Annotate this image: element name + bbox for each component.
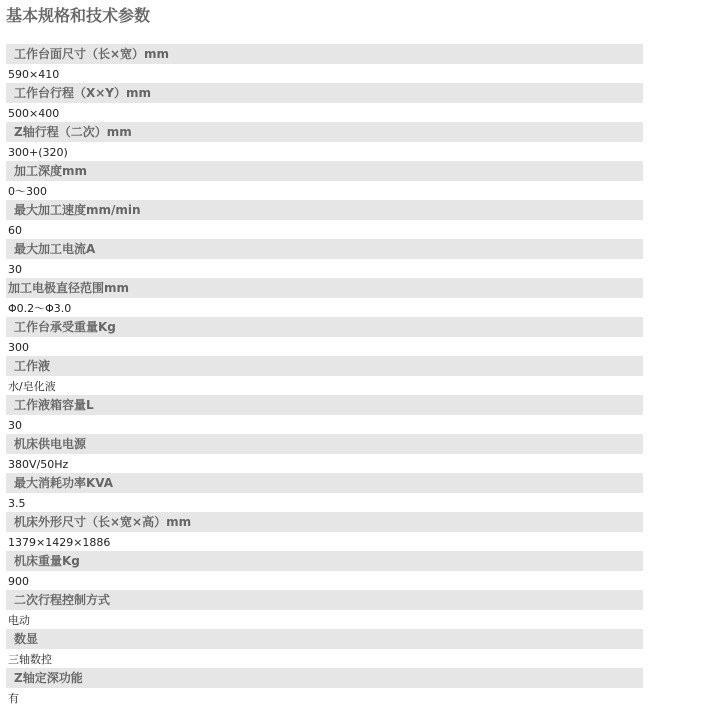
spec-label: 二次行程控制方式	[6, 590, 643, 610]
spec-label: 最大加工速度mm/min	[6, 200, 643, 220]
spec-value: 60	[8, 224, 22, 237]
spec-value: 900	[8, 575, 29, 588]
spec-value: 30	[8, 419, 22, 432]
spec-row	[6, 122, 643, 161]
spec-value: 电动	[8, 614, 30, 627]
spec-label: 工作液	[6, 356, 643, 376]
spec-value: 三轴数控	[8, 653, 52, 666]
spec-label: 数显	[6, 629, 643, 649]
spec-row	[6, 668, 643, 707]
spec-row	[6, 239, 643, 278]
spec-label: 工作液箱容量L	[6, 395, 643, 415]
spec-label: 工作台行程（X×Y）mm	[6, 83, 643, 103]
spec-row	[6, 473, 643, 512]
spec-row	[6, 83, 643, 122]
spec-value: 300+(320)	[8, 146, 68, 159]
spec-label: Z轴定深功能	[6, 668, 643, 688]
spec-label: 加工深度mm	[6, 161, 643, 181]
spec-row	[6, 200, 643, 239]
spec-value: 0～300	[8, 185, 47, 198]
spec-label: 最大加工电流A	[6, 239, 643, 259]
spec-value: 1379×1429×1886	[8, 536, 111, 549]
spec-row	[6, 434, 643, 473]
spec-value: 3.5	[8, 497, 26, 510]
spec-row	[6, 278, 643, 317]
spec-row	[6, 395, 643, 434]
spec-value: 300	[8, 341, 29, 354]
spec-label: 机床外形尺寸（长×宽×高）mm	[6, 512, 643, 532]
spec-label: 加工电极直径范围mm	[6, 278, 643, 298]
spec-value: 有	[8, 692, 19, 705]
spec-row	[6, 551, 643, 590]
spec-value: 30	[8, 263, 22, 276]
spec-value: 380V/50Hz	[8, 458, 69, 471]
spec-row	[6, 356, 643, 395]
spec-value: 水/皂化液	[8, 380, 56, 393]
spec-row	[6, 629, 643, 668]
page-title: 基本规格和技术参数	[6, 6, 151, 25]
spec-label: 工作台面尺寸（长×宽）mm	[6, 44, 643, 64]
spec-label: 最大消耗功率KVA	[6, 473, 643, 493]
spec-label: 机床供电电源	[6, 434, 643, 454]
spec-label: 工作台承受重量Kg	[6, 317, 643, 337]
spec-value: Φ0.2～Φ3.0	[8, 302, 72, 315]
spec-list	[6, 44, 643, 707]
spec-row	[6, 317, 643, 356]
spec-row	[6, 590, 643, 629]
spec-label: 机床重量Kg	[6, 551, 643, 571]
spec-value: 500×400	[8, 107, 60, 120]
spec-row	[6, 44, 643, 83]
spec-label: Z轴行程（二次）mm	[6, 122, 643, 142]
spec-row	[6, 161, 643, 200]
spec-value: 590×410	[8, 68, 60, 81]
spec-row	[6, 512, 643, 551]
